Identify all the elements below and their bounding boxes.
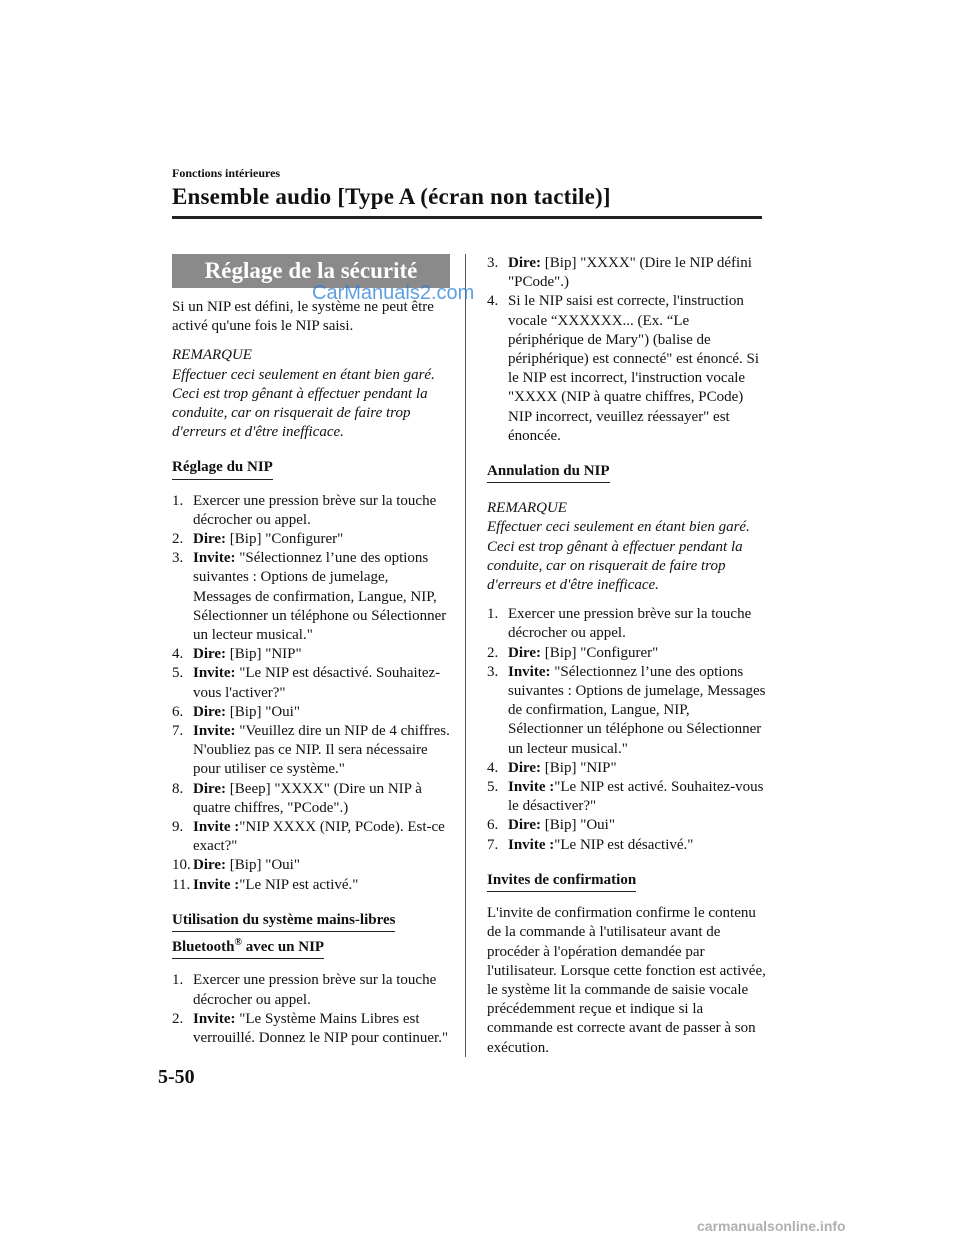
step-text: "Le Système Mains Libres est verrouillé. Donnez le NIP pour continuer." — [193, 1010, 449, 1046]
footer-watermark: carmanualsonline.info — [697, 1218, 846, 1234]
subheading-pin-setup: Réglage du NIP — [172, 458, 273, 479]
step-text: [Beep] "XXXX" (Dire un NIP à quatre chiffres, "PCode".) — [193, 780, 422, 816]
list-item — [172, 492, 450, 530]
note-block-right — [487, 499, 767, 595]
registered-mark: ® — [234, 937, 242, 949]
subheading-pin-cancel: Annulation du NIP — [487, 462, 610, 483]
step-label: Invite : — [193, 876, 240, 893]
list-item — [172, 1010, 450, 1048]
step-number: 3. — [487, 255, 499, 271]
step-text: [Bip] "NIP" — [541, 759, 617, 776]
step-number: 1. — [487, 606, 499, 623]
list-item — [172, 664, 450, 702]
list-item — [487, 605, 767, 643]
step-number: 4. — [487, 293, 499, 310]
step-text: Si le NIP saisi est correcte, l'instruction vocale “XXXXXX... (Ex. “Le périphérique de Mary") (balise de périphérique) est connecté" est énoncé. Si le NIP est incorrect, l'instruction vocale "XXXX (NIP à quatre chiffres, PCode) NIP incorrect, veuillez réessayer" est énoncée. — [508, 293, 760, 444]
step-text: "Le NIP est désactivé. Souhaitez-vous l'activer?" — [193, 665, 441, 701]
list-item — [487, 836, 767, 855]
step-number: 5. — [172, 665, 184, 682]
step-label: Dire: — [508, 759, 542, 776]
list-item — [172, 530, 450, 549]
step-number: 4. — [172, 646, 184, 663]
page-title: Ensemble audio [Type A (écran non tactile)] — [172, 184, 611, 209]
steps-handsfree — [172, 971, 450, 1048]
step-text: [Bip] "Configurer" — [226, 531, 344, 548]
step-text: "Le NIP est activé. Souhaitez-vous le désactiver?" — [508, 779, 764, 815]
section-banner: Réglage de la sécurité — [172, 254, 450, 288]
step-text: "Le NIP est désactivé." — [554, 836, 694, 853]
list-item — [172, 780, 450, 818]
step-number: 11. — [172, 876, 191, 893]
intro-paragraph: Si un NIP est défini, le système ne peut être activé qu'une fois le NIP saisi. — [172, 299, 434, 335]
step-label: Dire: — [193, 531, 227, 548]
step-text: "Le NIP est activé." — [239, 876, 359, 893]
step-label: Invite: — [508, 663, 551, 680]
list-item — [172, 722, 450, 780]
step-label: Dire: — [508, 255, 542, 271]
step-label: Invite : — [193, 819, 240, 836]
step-text: [Bip] "NIP" — [226, 646, 302, 663]
step-label: Dire: — [193, 857, 227, 874]
step-label: Dire: — [508, 817, 542, 834]
left-column — [172, 254, 450, 1058]
step-number: 3. — [172, 550, 184, 567]
step-text: Exercer une pression brève sur la touche décrocher ou appel. — [193, 492, 437, 528]
note-title-right: REMARQUE — [487, 500, 567, 517]
step-label: Invite: — [193, 723, 236, 740]
step-number: 3. — [487, 663, 499, 680]
with-pin-text: avec un NIP — [242, 939, 325, 956]
list-item — [487, 778, 767, 816]
step-label: Dire: — [193, 780, 227, 797]
step-number: 4. — [487, 759, 499, 776]
step-number: 2. — [172, 531, 184, 548]
step-text: [Bip] "Oui" — [226, 703, 300, 720]
subheading-handsfree-1: Utilisation du système mains-libres — [172, 911, 395, 932]
step-text: Exercer une pression brève sur la touche décrocher ou appel. — [193, 972, 437, 1008]
step-text: [Bip] "Oui" — [226, 857, 300, 874]
step-number: 1. — [172, 972, 184, 989]
list-item — [172, 703, 450, 722]
step-label: Invite: — [193, 1010, 236, 1027]
note-text: Effectuer ceci seulement en étant bien garé. Ceci est trop gênant à effectuer pendant la conduite, car on risquerait de faire trop d'erreurs et d'être inefficace. — [172, 366, 435, 441]
step-number: 2. — [487, 644, 499, 661]
subheading-confirmation-prompts: Invites de confirmation — [487, 871, 636, 892]
step-number: 5. — [487, 779, 499, 796]
step-text: [Bip] "XXXX" (Dire le NIP défini "PCode".) — [508, 255, 752, 291]
step-label: Invite : — [508, 836, 555, 853]
list-item — [487, 644, 767, 663]
watermark-logo: CarManuals2.com — [312, 282, 475, 304]
step-text: "NIP XXXX (NIP, PCode). Est-ce exact?" — [193, 819, 445, 855]
step-label: Dire: — [193, 703, 227, 720]
header-rule — [172, 216, 762, 219]
list-item — [487, 759, 767, 778]
list-item — [487, 663, 767, 759]
step-number: 9. — [172, 819, 184, 836]
step-label: Invite: — [193, 665, 236, 682]
list-item — [172, 856, 450, 875]
page-number: 5-50 — [158, 1066, 195, 1088]
bluetooth-word: Bluetooth — [172, 939, 235, 956]
step-text: "Veuillez dire un NIP de 4 chiffres. N'oubliez pas ce NIP. Il sera nécessaire pour utiliser ce système." — [193, 723, 450, 778]
step-number: 2. — [172, 1010, 184, 1027]
right-column — [487, 254, 767, 1068]
list-item — [487, 292, 767, 446]
note-title: REMARQUE — [172, 347, 252, 364]
list-item — [172, 645, 450, 664]
step-text: Exercer une pression brève sur la touche décrocher ou appel. — [508, 606, 752, 642]
list-item — [487, 254, 767, 292]
step-text: [Bip] "Configurer" — [541, 644, 659, 661]
list-item — [487, 816, 767, 835]
header-section-label: Fonctions intérieures — [172, 166, 281, 180]
note-block — [172, 346, 450, 442]
step-label: Dire: — [508, 644, 542, 661]
steps-pin-setup — [172, 492, 450, 895]
step-number: 1. — [172, 492, 184, 509]
step-number: 6. — [487, 817, 499, 834]
step-number: 7. — [487, 836, 499, 853]
step-text: "Sélectionnez l’une des options suivantes : Options de jumelage, Messages de confirmation, Langue, NIP, Sélectionner un téléphone ou Sélectionner un lecteur musical." — [193, 550, 447, 644]
step-number: 7. — [172, 723, 184, 740]
confirmation-paragraph: L'invite de confirmation confirme le contenu de la commande à l'utilisateur avant de procéder à l'opération demandée par l'utilisateur. Lorsque cette fonction est activée, le système lit la commande de saisie vocale précédemment reçue et indique si la commande est correcte avant de passer à son exécution. — [487, 905, 766, 1056]
subheading-handsfree-2 — [172, 938, 324, 959]
step-number: 6. — [172, 703, 184, 720]
step-label: Invite: — [193, 550, 236, 567]
note-text-right: Effectuer ceci seulement en étant bien garé. Ceci est trop gênant à effectuer pendant la conduite, car on risquerait de faire trop d'erreurs et d'être inefficace. — [487, 519, 750, 594]
step-text: [Bip] "Oui" — [541, 817, 615, 834]
list-item — [172, 971, 450, 1009]
step-text: "Sélectionnez l’une des options suivantes : Options de jumelage, Messages de confirmation, Langue, NIP, Sélectionner un téléphone ou Sélectionner un lecteur musical." — [508, 663, 766, 757]
steps-handsfree-continued — [487, 254, 767, 446]
step-number: 8. — [172, 780, 184, 797]
list-item — [172, 549, 450, 645]
list-item — [172, 818, 450, 856]
step-label: Dire: — [193, 646, 227, 663]
steps-pin-cancel — [487, 605, 767, 855]
list-item — [172, 876, 450, 895]
column-divider — [465, 254, 466, 1057]
step-number: 10. — [172, 857, 191, 874]
step-label: Invite : — [508, 779, 555, 796]
